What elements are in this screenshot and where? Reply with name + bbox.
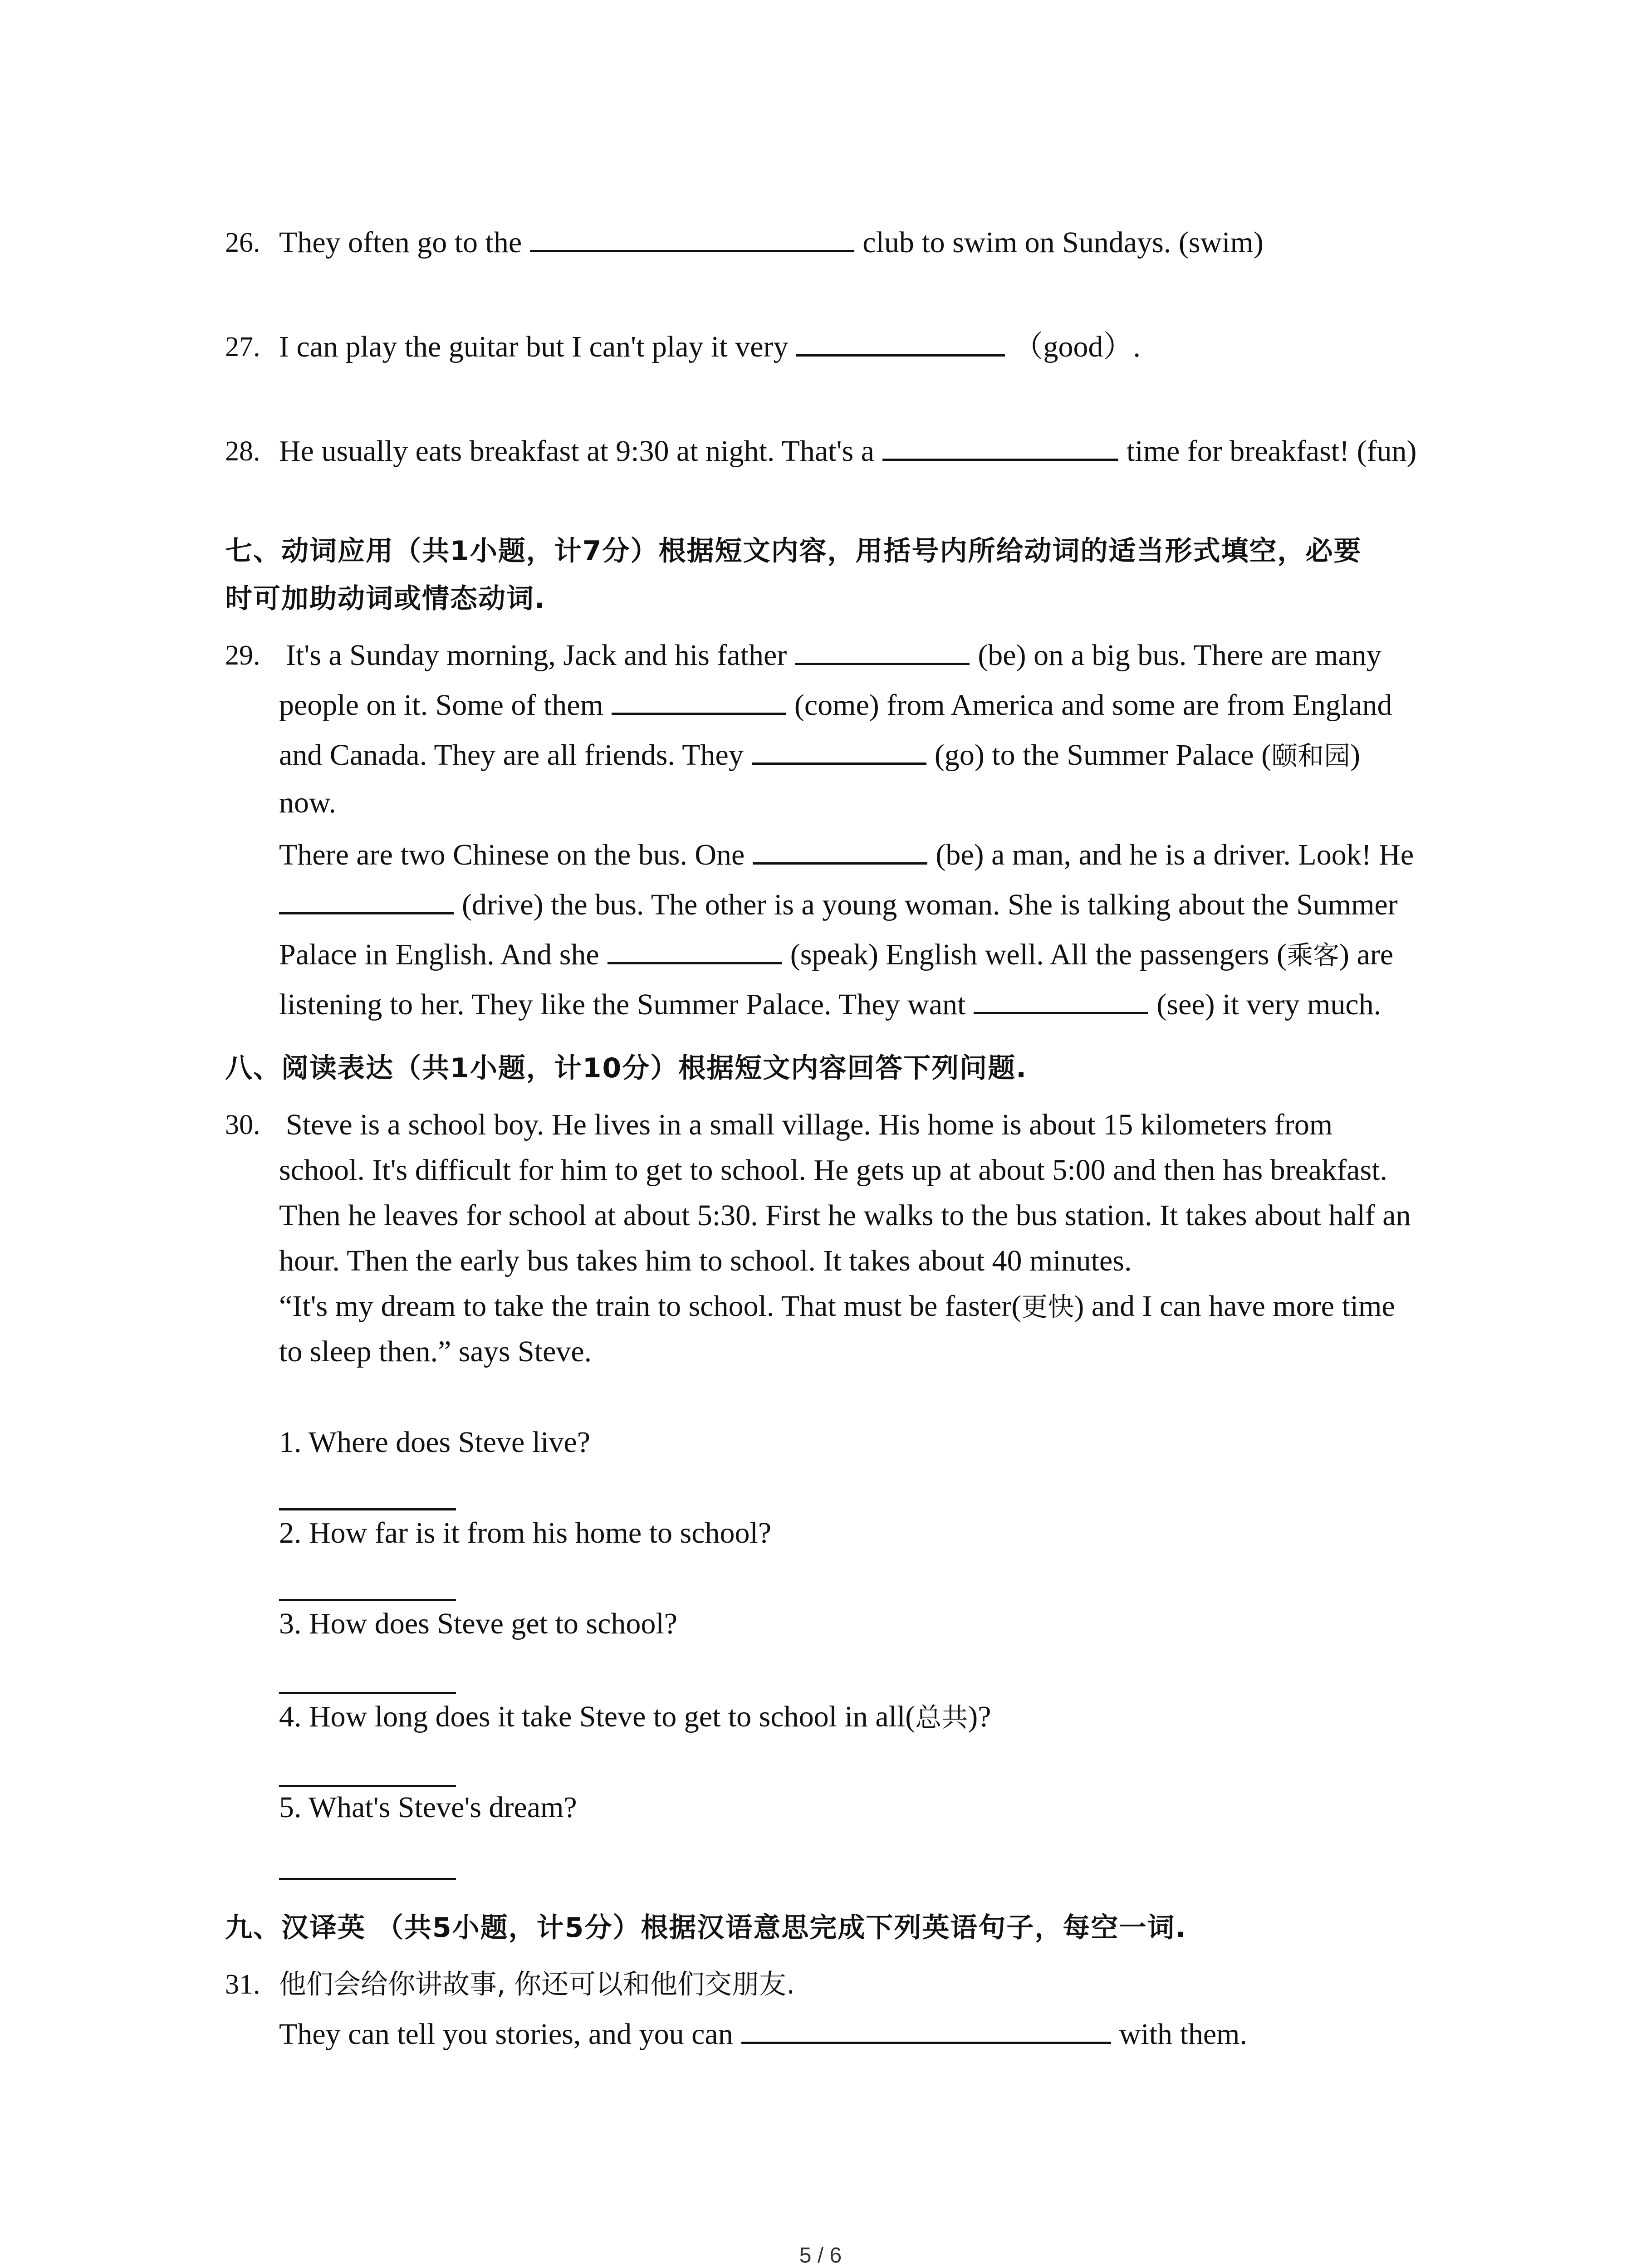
answer-blank[interactable] [796, 323, 1005, 357]
question-number: 30. [225, 1110, 260, 1140]
passage-line: school. It's difficult for him to get to school. He gets up at about 5:00 and then has breakfast. [279, 1154, 1387, 1187]
reading-question: 2. How far is it from his home to school? [279, 1516, 772, 1549]
passage-text: (come) from America and some are from England [794, 689, 1392, 722]
question-text: 总共 [915, 1702, 968, 1733]
answer-blank[interactable] [279, 880, 454, 914]
passage-text: (go) to the Summer Palace ( [934, 738, 1272, 772]
passage-text: (be) a man, and he is a driver. Look! He [936, 838, 1414, 871]
answer-blank[interactable] [974, 980, 1148, 1014]
passage-line: to sleep then.” says Steve. [279, 1335, 592, 1368]
question-27-text [279, 322, 1141, 372]
answer-blank[interactable] [612, 681, 786, 715]
passage-text: and Canada. They are all friends. They [279, 738, 744, 772]
question-number: 28. [225, 436, 260, 467]
answer-blank[interactable] [607, 930, 782, 964]
section-heading: 九、汉译英 （共5小题，计5分）根据汉语意思完成下列英语句子，每空一词. [225, 1912, 1187, 1944]
passage-line [279, 880, 1398, 930]
passage-text: (speak) English well. All the passengers ( [790, 938, 1287, 971]
passage-text: 颐和园 [1271, 740, 1351, 771]
passage-text: “It's my dream to take the train to school. That must be faster( [279, 1290, 1022, 1323]
answer-blank[interactable] [279, 1878, 456, 1880]
answer-blank[interactable] [752, 731, 926, 765]
passage-text: people on it. Some of them [279, 689, 603, 722]
question-number: 26. [225, 227, 260, 258]
question-text: They often go to the [279, 226, 522, 259]
question-text: club to swim on Sundays. (swim) [862, 226, 1264, 259]
passage-text: listening to her. They like the Summer Palace. They want [279, 988, 966, 1021]
passage-text: (see) it very much. [1156, 988, 1381, 1021]
passage-line [279, 980, 1381, 1030]
passage-text: It's a Sunday morning, Jack and his father [286, 639, 787, 672]
answer-blank[interactable] [882, 427, 1118, 461]
passage-text: There are two Chinese on the bus. One [279, 838, 745, 871]
page-number: 5 / 6 [799, 2244, 842, 2268]
reading-question: 5. What's Steve's dream? [279, 1791, 577, 1824]
question-text: （good）. [1013, 330, 1141, 363]
question-text: He usually eats breakfast at 9:30 at night. That's a [279, 435, 874, 468]
reading-question: 1. Where does Steve live? [279, 1426, 591, 1459]
passage-line [279, 930, 1393, 980]
reading-question: 3. How does Steve get to school? [279, 1607, 678, 1640]
question-31-text [279, 2009, 1247, 2059]
passage-line [279, 1281, 1395, 1332]
answer-blank[interactable] [530, 218, 854, 252]
section-heading: 七、动词应用（共1小题，计7分）根据短文内容，用括号内所给动词的适当形式填空，必要 [225, 535, 1362, 567]
question-number: 31. [225, 1969, 260, 2000]
passage-text: ) [1350, 738, 1361, 772]
passage-line [279, 830, 1414, 880]
section-heading: 时可加助动词或情态动词. [225, 583, 546, 615]
passage-text: ) are [1339, 938, 1394, 971]
passage-text: 乘客 [1287, 940, 1340, 971]
answer-blank[interactable] [741, 2010, 1111, 2044]
question-number: 29. [225, 640, 260, 671]
passage-line: Then he leaves for school at about 5:30. First he walks to the bus station. It takes about half an [279, 1199, 1411, 1232]
passage-text: Palace in English. And she [279, 938, 599, 971]
question-26-text [279, 218, 1264, 268]
passage-text: now. [279, 786, 336, 819]
question-text: I can play the guitar but I can't play it very [279, 330, 789, 363]
passage-line [279, 680, 1392, 730]
passage-text: (drive) the bus. The other is a young woman. She is talking about the Summer [462, 888, 1398, 921]
answer-blank[interactable] [795, 631, 970, 665]
question-number: 27. [225, 332, 260, 362]
question-text: time for breakfast! (fun) [1126, 435, 1417, 468]
passage-line: hour. Then the early bus takes him to school. It takes about 40 minutes. [279, 1244, 1132, 1277]
question-text: They can tell you stories, and you can [279, 2018, 733, 2051]
passage-text: 更快 [1021, 1291, 1074, 1322]
passage-line [279, 730, 1360, 781]
passage-line [286, 631, 1381, 680]
passage-line [279, 778, 336, 828]
passage-text: ) and I can have more time [1074, 1290, 1395, 1323]
question-text: 4. How long does it take Steve to get to school in all( [279, 1700, 916, 1733]
reading-question [279, 1692, 991, 1742]
answer-blank[interactable] [753, 831, 927, 865]
section-heading: 八、阅读表达（共1小题，计10分）根据短文内容回答下列问题. [225, 1052, 1028, 1084]
chinese-prompt: 他们会给你讲故事, 你还可以和他们交朋友. [279, 1969, 795, 2000]
passage-line: Steve is a school boy. He lives in a small village. His home is about 15 kilometers from [286, 1108, 1333, 1141]
question-28-text [279, 426, 1417, 476]
question-text: with them. [1119, 2018, 1248, 2051]
passage-text: (be) on a big bus. There are many [978, 639, 1381, 672]
question-text: )? [968, 1700, 991, 1733]
